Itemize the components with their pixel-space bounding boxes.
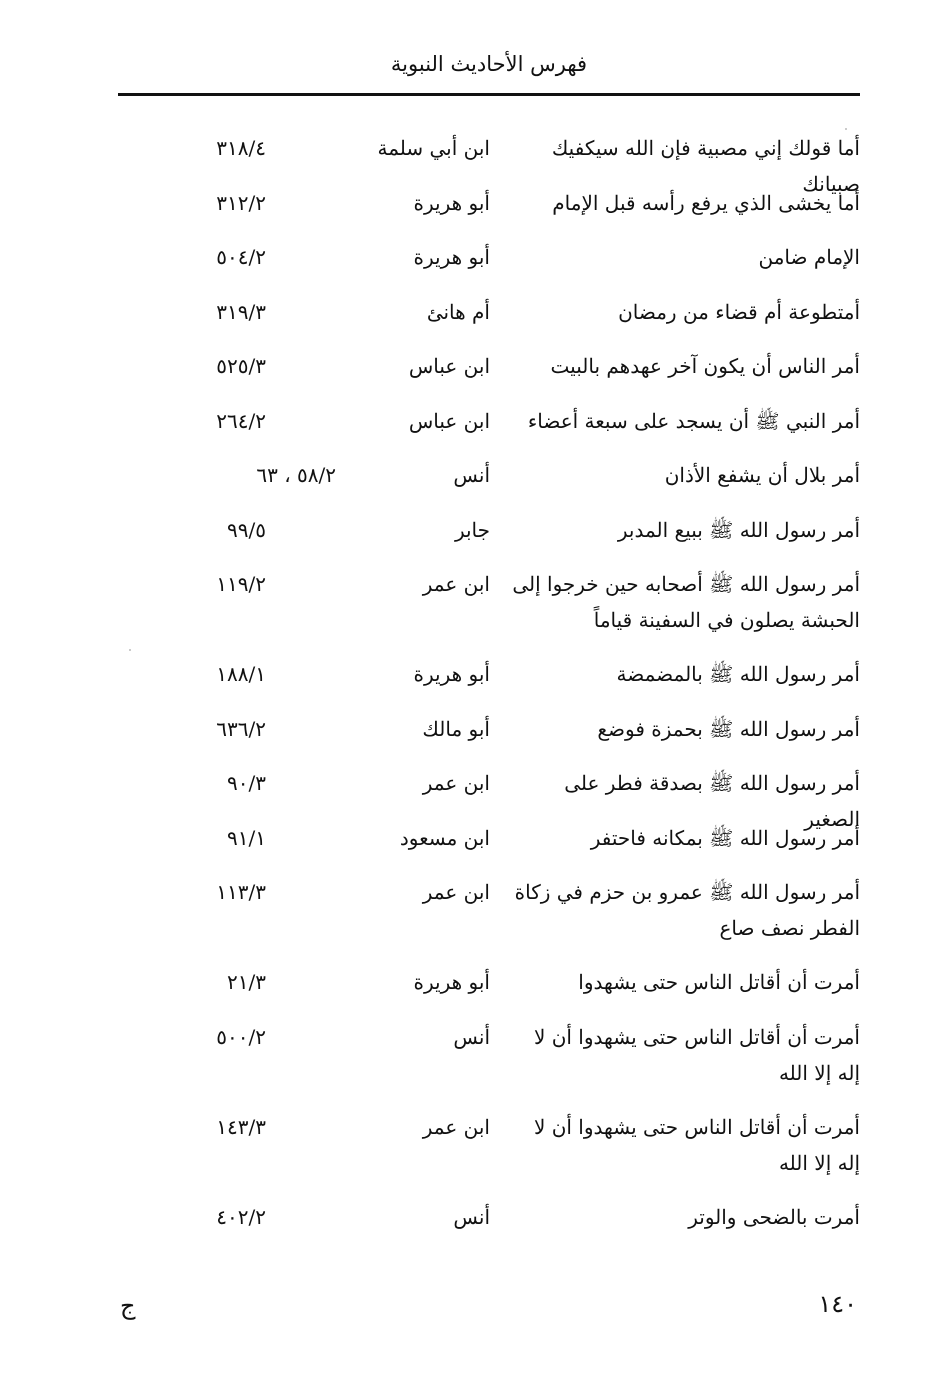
running-header-title: فهرس الأحاديث النبوية bbox=[390, 52, 588, 76]
narrator: ابن عباس bbox=[408, 354, 490, 378]
index-entry bbox=[118, 964, 860, 1019]
narrator: ابن عباس bbox=[408, 408, 490, 433]
index-entry bbox=[118, 765, 860, 831]
narrator: أنس bbox=[453, 463, 490, 487]
narrator: جابر bbox=[454, 517, 490, 542]
volume-page-ref: ٥٠٠/٢ bbox=[216, 1024, 266, 1049]
narrator: ابن مسعود bbox=[399, 825, 490, 850]
narrator: أبو هريرة bbox=[413, 245, 490, 269]
narrator: أنس bbox=[453, 1024, 490, 1049]
index-entry bbox=[118, 512, 860, 567]
index-entry bbox=[118, 348, 860, 403]
volume-page-ref: ١١٣/٣ bbox=[216, 880, 266, 904]
volume-page-ref: ١١٩/٢ bbox=[216, 572, 266, 596]
volume-page-ref: ٥٠٤/٢ bbox=[216, 245, 266, 269]
hadith-text: أمر رسول الله ﷺ بالمضمضة bbox=[616, 662, 860, 686]
signature-mark: ج bbox=[120, 1292, 136, 1320]
narrator: ابن عمر bbox=[422, 771, 490, 795]
index-entry bbox=[118, 566, 860, 656]
hadith-text: أمر بلال أن يشفع الأذان bbox=[664, 463, 860, 487]
narrator: أبو مالك bbox=[422, 716, 490, 741]
index-entry bbox=[118, 185, 860, 240]
index-entry bbox=[118, 1019, 860, 1109]
hadith-text: الإمام ضامن bbox=[758, 245, 860, 269]
index-entry bbox=[118, 820, 860, 875]
hadith-text: أمر رسول الله ﷺ بصدقة فطر على الصغير bbox=[564, 771, 860, 831]
volume-page-ref: ٣١٨/٤ bbox=[216, 136, 266, 160]
hadith-text: أمر رسول الله ﷺ عمرو بن حزم في زكاة الفطر نصف صاع bbox=[514, 880, 860, 940]
index-entry bbox=[118, 130, 860, 196]
running-header bbox=[118, 44, 860, 94]
page-number: ١٤٠ bbox=[818, 1290, 857, 1318]
index-entry bbox=[118, 1109, 860, 1199]
hadith-text: أمرت أن أقاتل الناس حتى يشهدوا bbox=[578, 970, 860, 994]
index-entry bbox=[118, 457, 860, 512]
volume-page-ref: ٩١/١ bbox=[227, 825, 266, 850]
narrator: ابن عمر bbox=[422, 572, 490, 596]
hadith-text: أمرت بالضحى والوتر bbox=[688, 1204, 860, 1229]
narrator: ابن أبي سلمة bbox=[377, 136, 490, 160]
hadith-text: أمر رسول الله ﷺ بحمزة فوضع bbox=[597, 716, 860, 741]
hadith-text: أمر رسول الله ﷺ ببيع المدبر bbox=[617, 517, 860, 542]
index-entry bbox=[118, 294, 860, 349]
volume-page-ref: ٢٦٤/٢ bbox=[216, 408, 266, 433]
narrator: أبو هريرة bbox=[413, 970, 490, 994]
hadith-text: أمر رسول الله ﷺ بمكانه فاحتفر bbox=[590, 825, 860, 850]
narrator: أم هانئ bbox=[426, 299, 490, 324]
index-entry bbox=[118, 874, 860, 964]
hadith-text: أمر رسول الله ﷺ أصحابه حين خرجوا إلى الحبشة يصلون في السفينة قياماً bbox=[512, 572, 860, 632]
volume-page-ref: ٤٠٢/٢ bbox=[216, 1204, 266, 1229]
index-entry bbox=[118, 403, 860, 458]
volume-page-ref: ٩٠/٣ bbox=[227, 771, 266, 795]
narrator: ابن عمر bbox=[422, 880, 490, 904]
narrator: أبو هريرة bbox=[413, 190, 490, 215]
index-entry bbox=[118, 711, 860, 766]
volume-page-ref: ٣١٢/٢ bbox=[216, 190, 266, 215]
narrator: أنس bbox=[453, 1204, 490, 1229]
hadith-text: أمرت أن أقاتل الناس حتى يشهدوا أن لا إله إلا الله bbox=[533, 1024, 860, 1085]
hadith-text: أما قولك إني مصبية فإن الله سيكفيك صبيانك bbox=[551, 136, 860, 196]
hadith-index-list bbox=[118, 130, 860, 1253]
hadith-text: أمر النبي ﷺ أن يسجد على سبعة أعضاء bbox=[527, 408, 860, 433]
narrator: أبو هريرة bbox=[413, 662, 490, 686]
narrator: ابن عمر bbox=[422, 1114, 490, 1139]
volume-page-ref: ٢١/٣ bbox=[227, 970, 266, 994]
header-rule bbox=[118, 93, 860, 96]
volume-page-ref: ٣١٩/٣ bbox=[216, 299, 266, 324]
volume-page-ref: ٥٨/٢ ، ٦٣ bbox=[256, 463, 336, 487]
volume-page-ref: ٩٩/٥ bbox=[227, 517, 266, 542]
volume-page-ref: ٦٣٦/٢ bbox=[216, 716, 266, 741]
index-entry bbox=[118, 656, 860, 711]
hadith-text: أمرت أن أقاتل الناس حتى يشهدوا أن لا إله إلا الله bbox=[533, 1114, 860, 1175]
hadith-text: أما يخشى الذي يرفع رأسه قبل الإمام bbox=[552, 190, 860, 215]
hadith-text: أمر الناس أن يكون آخر عهدهم بالبيت bbox=[550, 354, 860, 378]
hadith-text: أمتطوعة أم قضاء من رمضان bbox=[618, 299, 860, 324]
index-entry bbox=[118, 239, 860, 294]
index-entry bbox=[118, 1199, 860, 1254]
volume-page-ref: ١٨٨/١ bbox=[216, 662, 266, 686]
volume-page-ref: ١٤٣/٣ bbox=[216, 1114, 266, 1139]
volume-page-ref: ٥٢٥/٣ bbox=[216, 354, 266, 378]
